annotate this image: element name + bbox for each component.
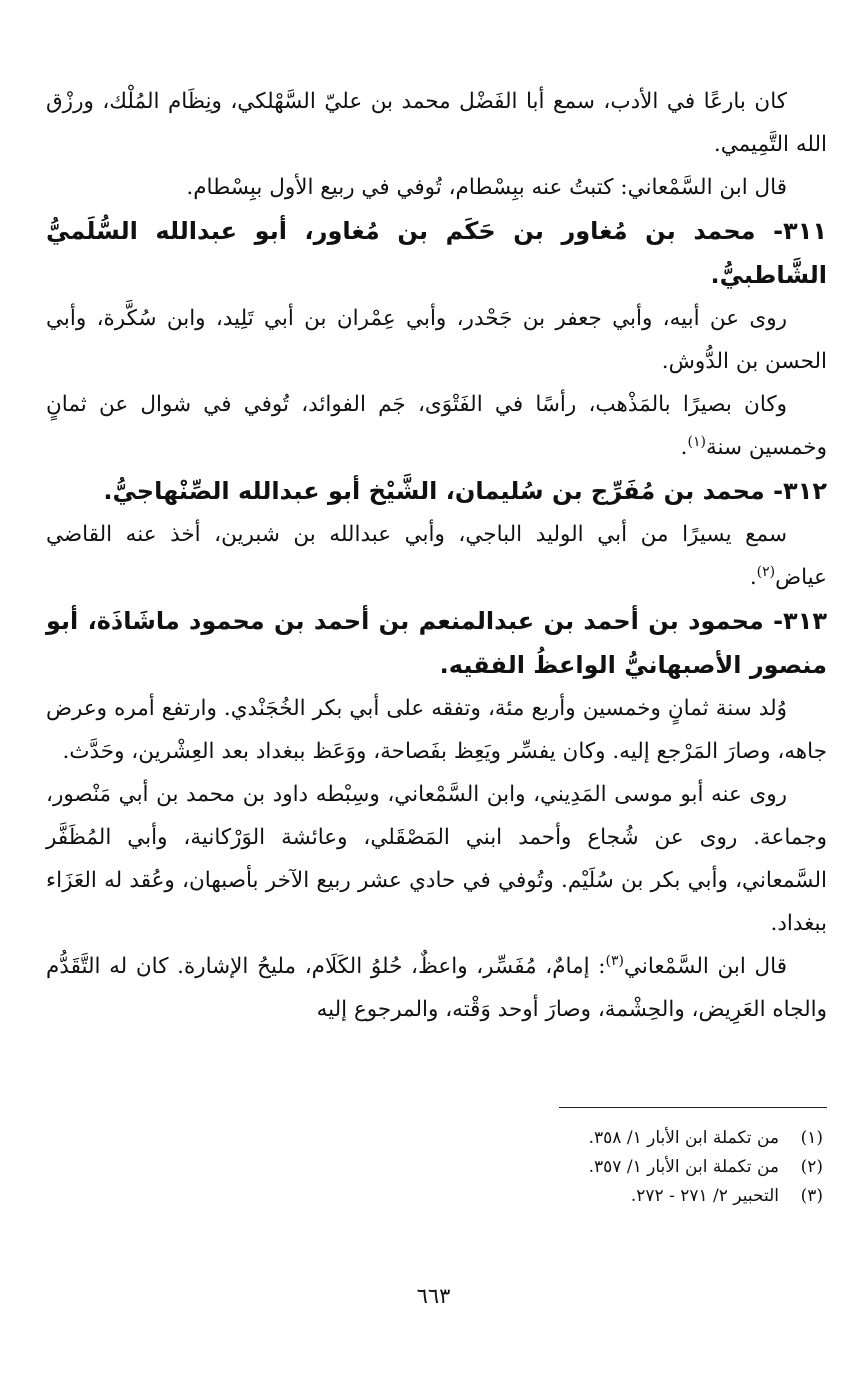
- entry-heading-313: ٣١٣- محمود بن أحمد بن عبدالمنعم بن أحمد بن محمود ماشَاذَة، أبو منصور الأصبهانيُّ الواعظُ الفقيه.: [46, 607, 827, 679]
- footnote-ref-1: (١): [687, 433, 706, 450]
- footnote-3-text: التحبير ٢/ ٢٧١ - ٢٧٢.: [630, 1186, 779, 1206]
- footnote-2-text: من تكملة ابن الأبار ١/ ٣٥٧.: [588, 1157, 779, 1177]
- footnote-1-text: من تكملة ابن الأبار ١/ ٣٥٨.: [588, 1128, 779, 1148]
- paragraph-5-text: سمع يسيرًا من أبي الوليد الباجي، وأبي عبدالله بن شبرين، أخذ عنه القاضي عياض: [46, 522, 827, 590]
- paragraph-5: [46, 513, 827, 599]
- paragraph-4-text: وكان بصيرًا بالمَذْهب، رأسًا في الفَتْوَى، جَم الفوائد، تُوفي في شوال عن ثمانٍ وخمسين سنة: [46, 392, 827, 460]
- footnote-ref-3: (٣): [605, 952, 624, 969]
- footnote-3-number: (٣): [800, 1186, 823, 1206]
- footnote-divider: [559, 1107, 827, 1108]
- footnote-ref-2: (٢): [756, 563, 776, 580]
- footnote-2: [46, 1153, 823, 1182]
- footnote-2-number: (٢): [800, 1157, 823, 1177]
- footnote-1: [46, 1124, 823, 1153]
- paragraph-2: قال ابن السَّمْعاني: كتبتُ عنه ببِسْطام، تُوفي في ربيع الأول ببِسْطام.: [186, 175, 787, 200]
- paragraph-8: [46, 945, 827, 1031]
- footnote-1-number: (١): [800, 1128, 823, 1148]
- paragraph-4: [46, 383, 827, 469]
- paragraph-1: كان بارعًا في الأدب، سمع أبا الفَضْل محمد بن عليّ السَّهْلكي، ونِظَام المُلْك، ورزْق الله التَّمِيمي.: [46, 89, 827, 157]
- paragraph-8-text: : إمامٌ، مُفَسِّر، واعظٌ، حُلوُ الكَلَام، مليحُ الإشارة. كان له التَّقَدُّم والجاه العَرِيض، والحِشْمة، وصارَ أوحد وَقْته، والمرجوع إليه: [46, 954, 827, 1022]
- footnotes: [46, 1124, 823, 1211]
- footnote-3: [46, 1182, 823, 1211]
- paragraph-7: روى عنه أبو موسى المَدِيني، وابن السَّمْعاني، وسِبْطه داود بن محمد بن أبي مَنْصور، وجماعة. روى عن شُجاع وأحمد ابني المَصْقَلي، وعائشة الوَرْكانية، وأبي المُظَفَّر السَّمعاني، وأبي بكر بن سُلَيْم. وتُوفي في حادي عشر ربيع الآخر بأصبهان، وعُقد له العَزَاء ببغداد.: [46, 782, 827, 936]
- paragraph-5-end: .: [749, 565, 757, 590]
- paragraph-6: وُلد سنة ثمانٍ وخمسين وأربع مئة، وتفقه على أبي بكر الخُجَنْدي. وارتفع أمره وعرض جاهه، وصارَ المَرْجع إليه. وكان يفسِّر ويَعِظ بفَصاحة، ووَعَظ ببغداد بعد العِشْرين، وحَدَّث.: [46, 696, 827, 764]
- paragraph-8-start: قال ابن السَّمْعاني: [623, 954, 787, 979]
- entry-heading-311: ٣١١- محمد بن مُغاور بن حَكَم بن مُغاور، أبو عبدالله السُّلَميُّ الشَّاطبيُّ.: [46, 217, 827, 289]
- paragraph-3: روى عن أبيه، وأبي جعفر بن جَحْدر، وأبي عِمْران بن أبي تَلِيد، وابن سُكَّرة، وأبي الحسن بن الدُّوش.: [46, 306, 827, 374]
- paragraph-4-end: .: [680, 435, 688, 460]
- page-number: ٦٦٣: [416, 1284, 451, 1308]
- entry-heading-312: ٣١٢- محمد بن مُفَرِّج بن سُليمان، الشَّيْخ أبو عبدالله الصِّنْهاجيُّ.: [103, 477, 827, 505]
